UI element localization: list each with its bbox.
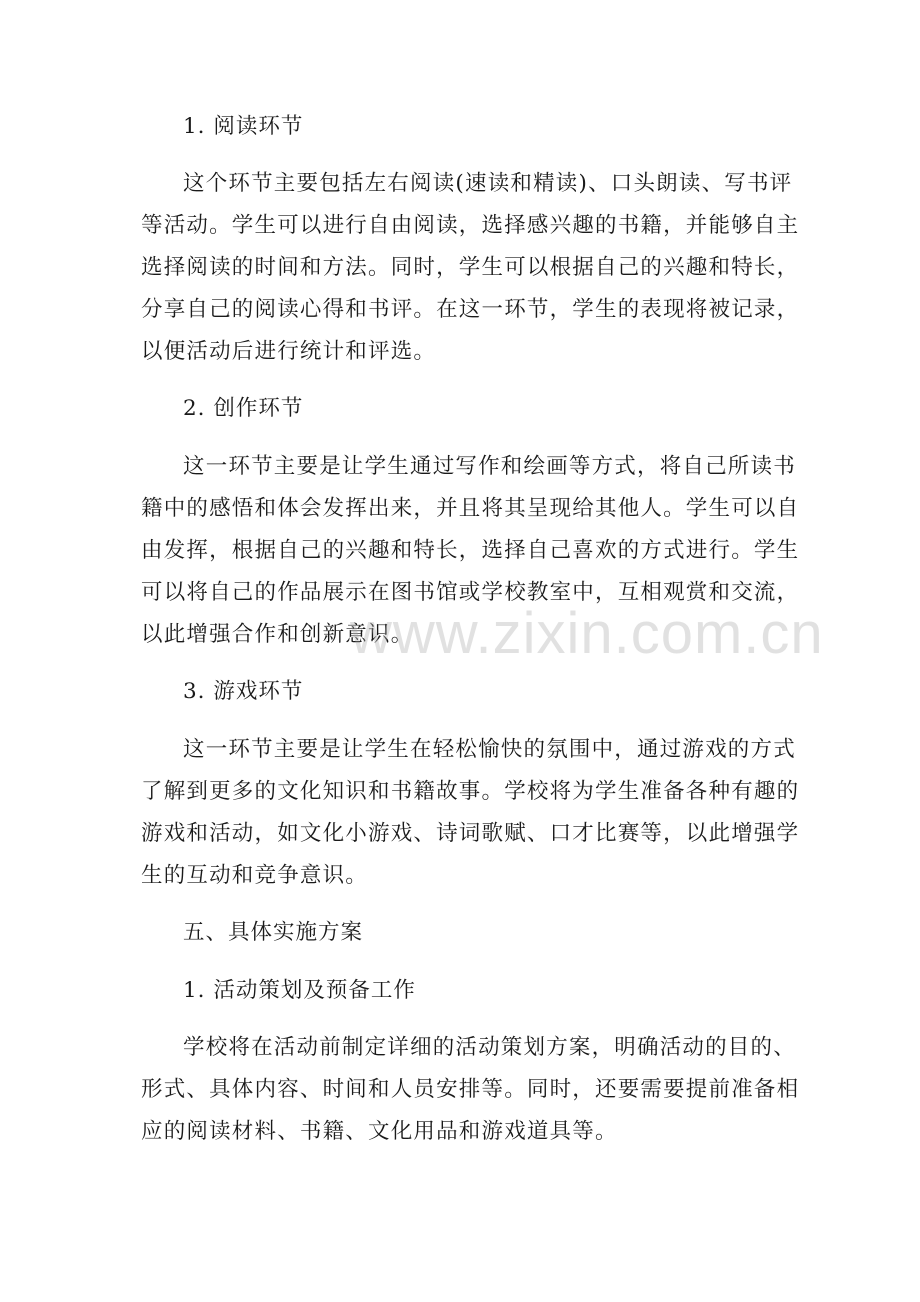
section-heading-creation: 2. 创作环节 [183,396,304,421]
paragraph-line: 以此增强合作和创新意识。 [141,622,414,647]
paragraph-line: 了解到更多的文化知识和书籍故事。学校将为学生准备各种有趣的 [141,779,800,804]
paragraph-line: 这一环节主要是让学生在轻松愉快的氛围中，通过游戏的方式 [183,737,796,762]
section-heading-reading: 1. 阅读环节 [183,114,304,139]
section-heading-games: 3. 游戏环节 [183,679,304,704]
paragraph-line: 籍中的感悟和体会发挥出来，并且将其呈现给其他人。学生可以自 [141,496,800,521]
paragraph-line: 学校将在活动前制定详细的活动策划方案，明确活动的目的、 [183,1035,796,1060]
paragraph-line: 由发挥，根据自己的兴趣和特长，选择自己喜欢的方式进行。学生 [141,538,800,563]
paragraph-line: 这个环节主要包括左右阅读(速读和精读)、口头朗读、写书评 [183,171,793,196]
paragraph-line: 可以将自己的作品展示在图书馆或学校教室中，互相观赏和交流， [141,580,800,605]
paragraph-line: 生的互动和竞争意识。 [141,863,369,888]
paragraph-line: 以便活动后进行统计和评选。 [141,339,437,364]
paragraph-line: 应的阅读材料、书籍、文化用品和游戏道具等。 [141,1119,618,1144]
subsection-heading-planning: 1. 活动策划及预备工作 [183,978,416,1003]
paragraph-line: 游戏和活动，如文化小游戏、诗词歌赋、口才比赛等，以此增强学 [141,821,800,846]
paragraph-line: 等活动。学生可以进行自由阅读，选择感兴趣的书籍，并能够自主 [141,213,800,238]
watermark: www.zixin.com.cn [350,601,824,666]
paragraph-line: 这一环节主要是让学生通过写作和绘画等方式，将自己所读书 [183,454,796,479]
paragraph-line: 形式、具体内容、时间和人员安排等。同时，还要需要提前准备相 [141,1077,800,1102]
paragraph-line: 选择阅读的时间和方法。同时，学生可以根据自己的兴趣和特长， [141,255,800,280]
paragraph-line: 分享自己的阅读心得和书评。在这一环节，学生的表现将被记录， [141,297,800,322]
section-heading-implementation: 五、具体实施方案 [183,920,364,945]
